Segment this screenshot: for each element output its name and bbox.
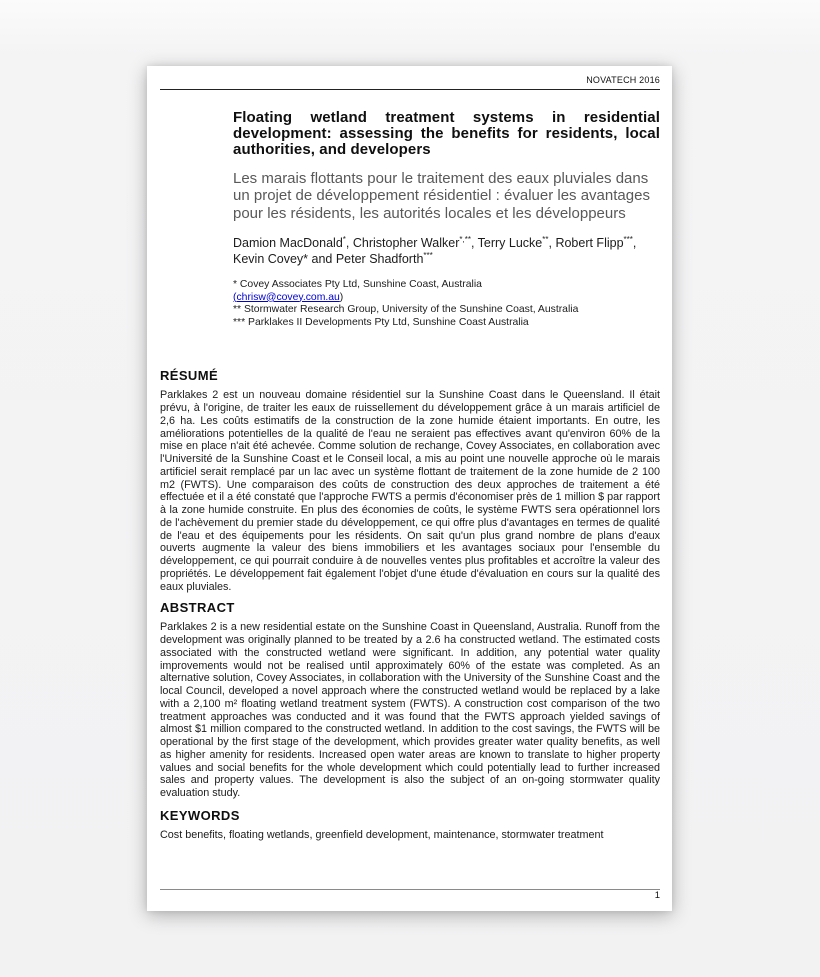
author-affiliation-marker: ** (542, 234, 549, 244)
section-heading-resume: RÉSUMÉ (160, 368, 219, 384)
resume-paragraph: Parklakes 2 est un nouveau domaine résidentiel sur la Sunshine Coast dans le Queensland. Il était prévu, à l'origine, de traiter les eaux de ruissellement du développement grâce à un marais artificiel de 2,6 ha. Les coûts estimatifs de la construction de la zone humide étaient importants. En outre, les améliorations potentielles de la qualité de l'eau ne seraient pas effectives avant qu'environ 60% de la mise en place n'ait été achevée. Comme solution de rechange, Covey Associates, en collaboration avec l'Université de la Sunshine Coast et le Conseil local, a mis au point une nouvelle approche où le marais artificiel serait remplacé par un lac avec un système flottant de traitement de la zone humide de 2 100 m2 (FWTS). Une comparaison des coûts de construction des deux approches de traitement a été effectuée et il a été constaté que l'approche FWTS a permis d'économiser près de 1 million $ par rapport à la zone humide construite. En plus des économies de coûts, le système FWTS sera opérationnel lors de l'achèvement du premier stade du développement, ce qui offre plus d'avantages en termes de qualité de l'eau et des équipements pour les résidents. On sait qu'un plus grand nombre de plans d'eaux ouverts augmente la valeur des biens immobiliers et les avantages sociaux pour l'ensemble du développement, ce qui pourrait conduire à de nouvelles ventes plus profitables et accroître la valeur des propriétés. Le développement fait également l'objet d'une étude d'évaluation en cours sur la qualité des eaux pluviales. (160, 389, 660, 593)
author-affiliation-marker: *,** (459, 234, 471, 244)
page-header (160, 75, 660, 90)
author-affiliation-marker: *** (623, 234, 633, 244)
author-affiliation-marker: * (342, 234, 346, 244)
affiliation-email-line (233, 292, 660, 305)
affiliation-line-3: *** Parklakes II Developments Pty Ltd, Sunshine Coast Australia (233, 316, 529, 328)
email-link[interactable] (233, 292, 340, 303)
author-name: , Kevin Covey* and Peter Shadforth (233, 236, 637, 267)
author-name: Damion MacDonald (233, 236, 343, 251)
email-paren-close: ) (339, 291, 344, 303)
section-heading-keywords: KEYWORDS (160, 807, 240, 823)
conference-label: NOVATECH 2016 (586, 75, 660, 85)
page-content (160, 66, 660, 842)
author-name: , Christopher Walker (345, 236, 460, 251)
author-affiliation-marker: *** (423, 250, 433, 260)
section-heading-abstract: ABSTRACT (160, 600, 235, 616)
authors-line (233, 235, 660, 267)
email-address: chrisw@covey.com.au (236, 291, 340, 303)
author-name: , Terry Lucke (470, 236, 543, 251)
author-name: , Robert Flipp (548, 236, 624, 251)
email-paren-open: ( (233, 291, 237, 303)
paper-title-english: Floating wetland treatment systems in residential development: assessing the benefits for residents, local authorities, and developers (233, 109, 660, 159)
keywords-line: Cost benefits, floating wetlands, greenfield development, maintenance, stormwater treatment (160, 828, 604, 841)
paper-page (147, 66, 672, 911)
page-footer (160, 889, 660, 902)
paper-title-french: Les marais flottants pour le traitement des eaux pluviales dans un projet de développement résidentiel : évaluer les avantages pour les résidents, les autorités locales et les développeurs (233, 169, 650, 222)
affiliations-block (233, 279, 660, 329)
affiliation-line-2: ** Stormwater Research Group, University of the Sunshine Coast, Australia (233, 304, 579, 316)
page-number: 1 (654, 890, 660, 901)
title-block (233, 110, 660, 329)
affiliation-line-1: * Covey Associates Pty Ltd, Sunshine Coast, Australia (233, 279, 482, 291)
abstract-paragraph: Parklakes 2 is a new residential estate on the Sunshine Coast in Queensland, Australia. Runoff from the development was originally planned to be treated by a 2.6 ha constructed wetland. The estimated costs associated with the constructed wetland were significant. In addition, any potential water quality improvements would not be realised until approximately 60% of the estate was completed. As an alternative solution, Covey Associates, in collaboration with the University of the Sunshine Coast and the local Council, developed a novel approach where the constructed wetland would be replaced by a lake with a 2,100 m² floating wetland treatment system (FWTS). A construction cost comparison of the two treatment approaches was conducted and it was found that the FWTS approach yielded savings of almost $1 million compared to the constructed wetland. In addition to the cost savings, the FWTS will be operational by the first stage of the development, which provides greater water quality benefits, as well as higher amenity for residents. Increased open water areas are known to translate to higher property values and social benefits for the whole development which could potentially lead to further increased sales and property values. The development is also the subject of an on-going stormwater quality evaluation study. (160, 621, 660, 800)
